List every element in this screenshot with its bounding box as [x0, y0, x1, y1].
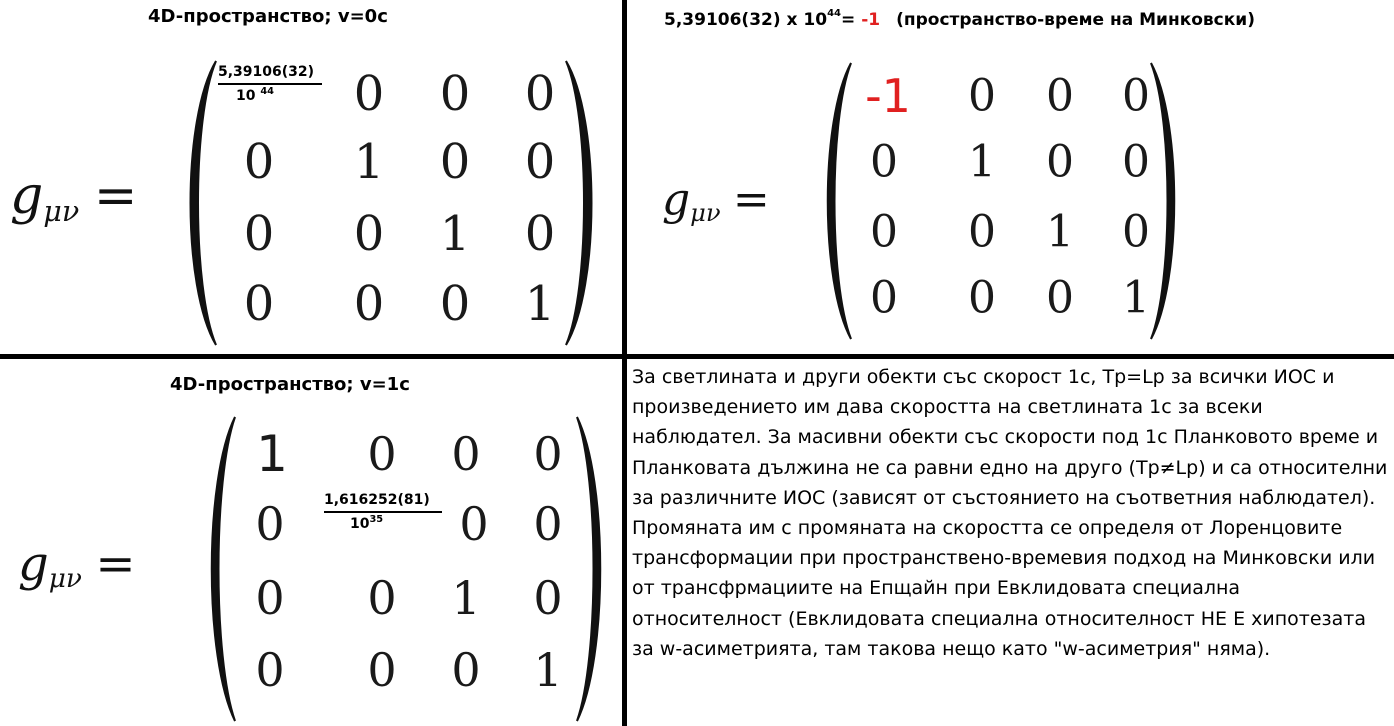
left-parenthesis — [180, 58, 220, 348]
matrix-cell: 1 — [1046, 206, 1074, 258]
right-parenthesis — [1148, 60, 1184, 342]
matrix-cell: 0 — [524, 66, 556, 122]
heading-result: -1 — [861, 10, 881, 30]
top-right-metric-symbol — [662, 174, 770, 225]
top-left-matrix — [180, 58, 600, 348]
matrix-cell: 0 — [243, 206, 275, 262]
metric-g: g — [10, 166, 44, 226]
heading-label: (пространство-време на Минковски) — [896, 10, 1255, 30]
matrix-cell: 0 — [1122, 70, 1150, 122]
heading-value: 5,39106(32) x 10 — [664, 10, 828, 30]
heading-exponent: 44 — [827, 8, 842, 19]
matrix-cell: 0 — [243, 276, 275, 332]
heading-equals: = — [841, 10, 856, 30]
matrix-cell: 0 — [870, 206, 898, 258]
matrix-cell: 0 — [367, 571, 397, 625]
matrix-cell: 1 — [353, 134, 385, 190]
bottom-left-matrix — [202, 414, 612, 724]
metric-subscript: μν — [690, 198, 721, 227]
matrix-cell: 1 — [451, 571, 481, 625]
top-right-heading — [664, 10, 1255, 30]
metric-subscript: μν — [43, 194, 80, 228]
matrix-cell: 0 — [968, 272, 996, 324]
matrix-cell: 0 — [870, 136, 898, 188]
matrix-cell-highlighted: -1 — [865, 69, 911, 123]
matrix-cell: 0 — [1046, 70, 1074, 122]
denominator-exponent: 44 — [260, 85, 274, 97]
top-left-metric-symbol — [10, 166, 137, 226]
matrix-cell: 0 — [353, 66, 385, 122]
equals-sign: = — [93, 166, 138, 226]
matrix-cell: 0 — [451, 643, 481, 697]
matrix-cell: 0 — [451, 427, 481, 481]
right-parenthesis — [574, 414, 610, 724]
denominator-base: 10 — [236, 87, 256, 104]
left-parenthesis — [818, 60, 854, 342]
matrix-cell: 1 — [524, 276, 556, 332]
matrix-cell: 0 — [255, 497, 285, 551]
matrix-cell: 0 — [533, 427, 563, 481]
matrix-cell: 0 — [1122, 206, 1150, 258]
denominator-base: 10 — [350, 515, 370, 532]
matrix-cell: 0 — [439, 276, 471, 332]
top-right-matrix — [818, 60, 1190, 342]
matrix-cell: 0 — [353, 206, 385, 262]
matrix-cell: 0 — [1046, 136, 1074, 188]
metric-subscript: μν — [48, 563, 82, 595]
metric-g: g — [662, 174, 691, 225]
matrix-cell: 0 — [367, 643, 397, 697]
matrix-cell: 0 — [353, 276, 385, 332]
matrix-cell: 0 — [459, 497, 489, 551]
planck-length-fraction — [324, 492, 442, 532]
explanation-paragraph: За светлината и други обекти със скорост 1с, Tp=Lp за всички ИОС и произведението им дава скоростта на светлината 1с за всеки наблюдател. За масивни обекти със скорости под 1с Планковото време и Планковата дължина не са равни едно на друго (Tp≠Lp) и са относителни за различните ИОС (зависят от състоянието на съответния наблюдател). Промяната им с промяната на скоростта се определя от Лоренцовите трансформации при пространствено-времевия подход на Минковски или от трансфрмациите на Епщайн при Евклидовата специална относителност (Евклидовата специална относителност НЕ Е хипотезата за w-асиметрията, там такова нещо като "w-асиметрия" няма). — [632, 366, 1388, 660]
matrix-cell: 0 — [255, 643, 285, 697]
fraction-numerator: 5,39106(32) — [218, 64, 315, 80]
equals-sign: = — [95, 536, 136, 592]
matrix-cell: 1 — [533, 643, 563, 697]
top-left-heading: 4D-пространство; v=0c — [148, 6, 388, 27]
matrix-cell: 0 — [439, 66, 471, 122]
matrix-cell: 0 — [533, 497, 563, 551]
matrix-cell: 0 — [1122, 136, 1150, 188]
matrix-cell: 1 — [439, 206, 471, 262]
bottom-left-heading: 4D-пространство; v=1c — [170, 374, 410, 395]
matrix-cell: 0 — [1046, 272, 1074, 324]
matrix-cell: 0 — [439, 134, 471, 190]
denominator-exponent: 35 — [369, 513, 384, 525]
fraction-denominator — [218, 85, 322, 104]
vertical-divider — [622, 0, 627, 726]
matrix-cell: 0 — [524, 206, 556, 262]
matrix-cell: 0 — [870, 272, 898, 324]
matrix-cell: 0 — [533, 571, 563, 625]
fraction-denominator — [324, 513, 442, 532]
matrix-cell: 0 — [968, 206, 996, 258]
matrix-cell: 0 — [968, 70, 996, 122]
matrix-cell: 0 — [367, 427, 397, 481]
left-parenthesis — [202, 414, 238, 724]
matrix-cell: 0 — [255, 571, 285, 625]
right-parenthesis — [562, 58, 602, 348]
matrix-cell: 1 — [1122, 272, 1150, 324]
fraction-numerator: 1,616252(81) — [324, 492, 430, 508]
matrix-cell: 0 — [243, 134, 275, 190]
horizontal-divider — [0, 354, 1394, 359]
matrix-cell: 0 — [524, 134, 556, 190]
equals-sign: = — [732, 174, 770, 225]
metric-g: g — [18, 536, 49, 592]
planck-time-fraction — [218, 64, 322, 104]
matrix-cell: 1 — [256, 425, 288, 483]
bottom-left-metric-symbol — [18, 536, 136, 595]
matrix-cell: 1 — [968, 136, 996, 188]
